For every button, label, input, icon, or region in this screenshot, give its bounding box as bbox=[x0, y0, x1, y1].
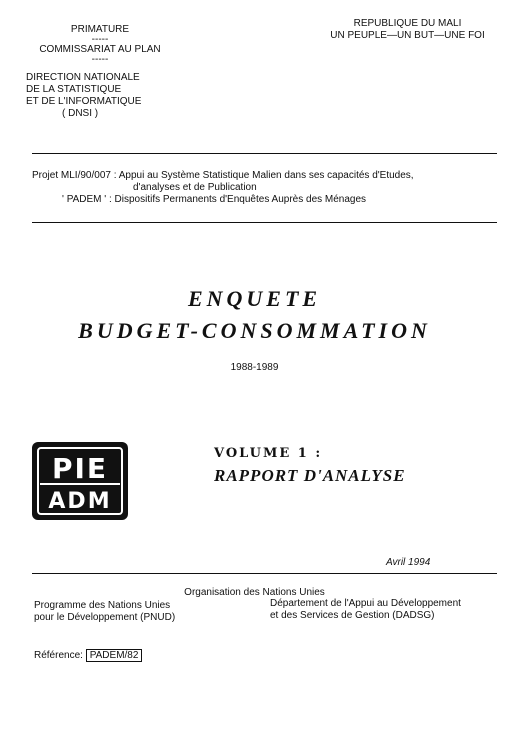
dadsg-line: Département de l'Appui au Développement bbox=[270, 598, 461, 609]
padem-text: Dispositifs Permanents d'Enquêtes Auprès des Ménages bbox=[114, 194, 367, 205]
primature-label: PRIMATURE bbox=[70, 24, 130, 35]
direction-line: DIRECTION NATIONALE bbox=[26, 72, 140, 83]
header-right bbox=[315, 18, 500, 42]
project-block bbox=[32, 170, 414, 182]
republic-label: REPUBLIQUE DU MALI bbox=[353, 18, 462, 29]
divider bbox=[32, 573, 497, 574]
reference-value: PADEM/82 bbox=[86, 649, 143, 662]
direction-block bbox=[26, 72, 141, 120]
padem-label: ' PADEM ' : bbox=[62, 194, 112, 205]
separator: ----- bbox=[91, 54, 109, 65]
project-text: Appui au Système Statistique Malien dans ses capacités d'Etudes, bbox=[118, 170, 414, 181]
document-title-line2: BUDGET-CONSOMMATION bbox=[78, 318, 431, 343]
separator: ----- bbox=[91, 34, 109, 45]
dadsg-block bbox=[270, 598, 461, 622]
dadsg-line: et des Services de Gestion (DADSG) bbox=[270, 610, 435, 621]
logo-text-top: PIE bbox=[51, 452, 109, 485]
reference-line bbox=[34, 650, 142, 662]
padem-line bbox=[62, 194, 366, 206]
document-title-line1: ENQUETE bbox=[187, 286, 322, 311]
direction-line: DE LA STATISTIQUE bbox=[26, 84, 122, 95]
direction-line: ET DE L'INFORMATIQUE bbox=[26, 96, 142, 107]
survey-years: 1988-1989 bbox=[230, 362, 279, 373]
project-label: Projet MLI/90/007 : bbox=[32, 170, 117, 181]
pnud-line: pour le Développement (PNUD) bbox=[34, 612, 176, 623]
reference-label: Référence: bbox=[34, 650, 83, 661]
logo-text-bottom: ADM bbox=[48, 489, 112, 514]
pnud-line: Programme des Nations Unies bbox=[34, 600, 171, 611]
divider bbox=[32, 222, 497, 223]
padem-logo-icon bbox=[30, 440, 130, 522]
pnud-block bbox=[34, 600, 175, 624]
project-text-2: d'analyses et de Publication bbox=[133, 182, 257, 193]
volume-label: VOLUME 1 : bbox=[214, 446, 323, 461]
volume-subtitle: RAPPORT D'ANALYSE bbox=[214, 466, 406, 485]
republic-motto: UN PEUPLE—UN BUT—UNE FOI bbox=[330, 30, 485, 41]
org-name: Organisation des Nations Unies bbox=[184, 587, 325, 598]
divider bbox=[32, 153, 497, 154]
direction-line: ( DNSI ) bbox=[62, 108, 99, 119]
publication-date: Avril 1994 bbox=[386, 557, 431, 568]
header-left bbox=[30, 24, 170, 64]
commissariat-label: COMMISSARIAT AU PLAN bbox=[39, 44, 161, 55]
